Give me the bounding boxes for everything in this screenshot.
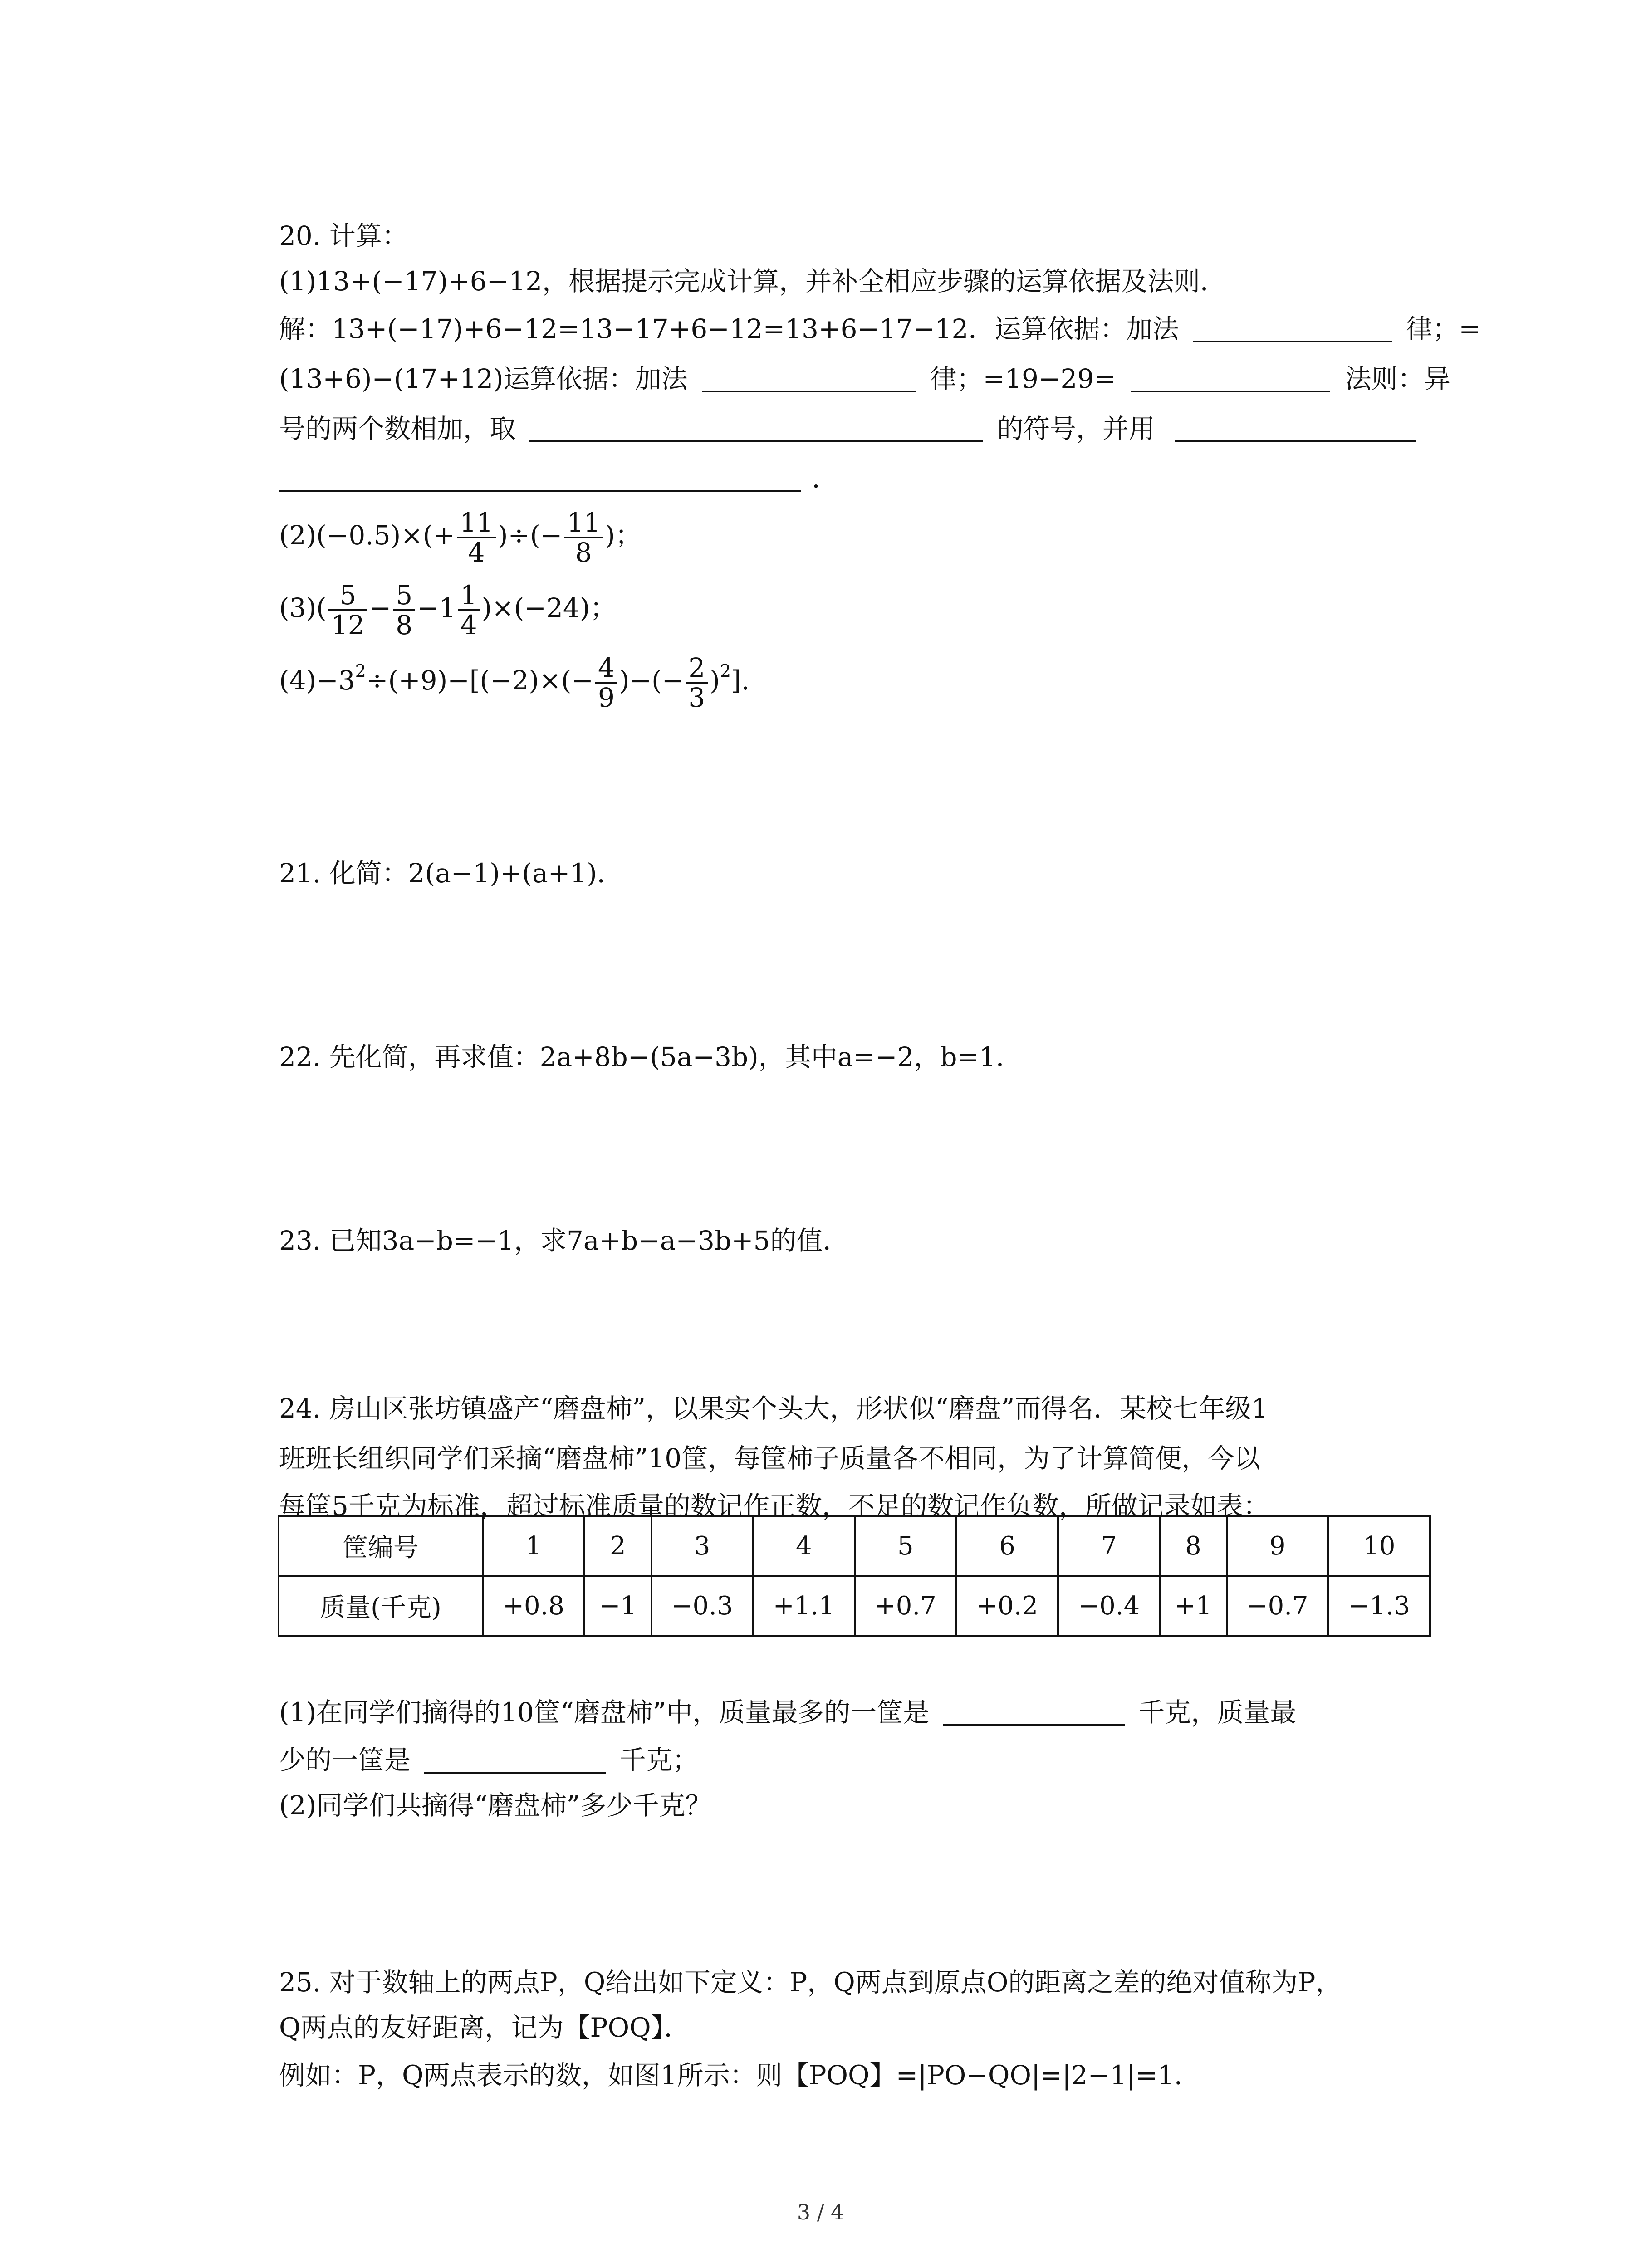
fraction xyxy=(564,508,603,567)
denominator: 9 xyxy=(598,682,615,713)
table-cell: +0.8 xyxy=(483,1576,584,1636)
q20-p3-text: (3)( xyxy=(279,592,327,623)
table-cell: −0.4 xyxy=(1058,1576,1160,1636)
q24-p1-text: (1)在同学们摘得的10筐“磨盘柿”中，质量最多的一筐是 xyxy=(279,1697,930,1728)
q25-line3: 例如：P，Q两点表示的数，如图1所示：则【POQ】=|PO−QO|=|2−1|=1． xyxy=(279,2060,1201,2091)
answer-blank[interactable] xyxy=(1175,413,1416,442)
q24-p1-text: 千克，质量最 xyxy=(1138,1697,1297,1728)
q20-p3-text: −1 xyxy=(417,592,456,623)
q20-solution-line4 xyxy=(279,460,838,497)
exponent: 2 xyxy=(720,661,731,681)
q20-heading: 20. 计算： xyxy=(279,220,408,251)
q22-text: 22. 先化简，再求值：2a+8b−(5a−3b)，其中a=−2，b=1． xyxy=(279,1041,1023,1072)
q25-line2: Q两点的友好距离，记为【POQ】． xyxy=(279,2012,691,2043)
q24-line2: 班班长组织同学们采摘“磨盘柿”10筐，每筐柿子质量各不相同，为了计算简便，今以 xyxy=(279,1443,1261,1474)
answer-blank[interactable] xyxy=(424,1745,606,1774)
table-cell: 4 xyxy=(753,1516,855,1576)
table-row xyxy=(279,1516,1430,1576)
denominator: 4 xyxy=(468,537,485,568)
fraction xyxy=(686,654,708,712)
denominator: 4 xyxy=(460,609,477,640)
q20-sol-a: 解：13+(−17)+6−12=13−17+6−12=13+6−17−12．运算依据：加法 xyxy=(279,313,1179,344)
table-cell: 7 xyxy=(1058,1516,1160,1576)
q20-part2 xyxy=(279,503,642,567)
q20-sol-d: 律；=19−29= xyxy=(930,363,1116,394)
basket-mass-table xyxy=(278,1515,1431,1637)
table-cell: 5 xyxy=(855,1516,956,1576)
q20-part1: (1)13+(−17)+6−12，根据提示完成计算，并补全相应步骤的运算依据及法则． xyxy=(279,266,1227,297)
q24-part2: (2)同学们共摘得“磨盘柿”多少千克？ xyxy=(279,1790,712,1821)
table-cell: 2 xyxy=(584,1516,651,1576)
table-header-cell: 筐编号 xyxy=(279,1516,483,1576)
q20-p3-text: )×(−24)； xyxy=(481,592,617,623)
q20-p2-text: (2)(−0.5)×(+ xyxy=(279,520,456,551)
q20-p4-text: )−(− xyxy=(619,665,684,696)
q20-sol-c: (13+6)−(17+12)运算依据：加法 xyxy=(279,363,688,394)
answer-blank[interactable] xyxy=(1131,363,1330,392)
q20-sol-b: 律；= xyxy=(1406,313,1481,344)
table-row xyxy=(279,1576,1430,1636)
q24-part1-line1 xyxy=(279,1694,1296,1730)
q20-sol-h: ． xyxy=(812,463,838,494)
q20-p4-text: ]. xyxy=(731,665,750,696)
answer-blank[interactable] xyxy=(702,363,916,392)
page-number: 3 / 4 xyxy=(797,2200,844,2224)
denominator: 8 xyxy=(575,537,592,568)
table-cell: +0.7 xyxy=(855,1576,956,1636)
q24-part1-line2 xyxy=(279,1742,699,1778)
denominator: 12 xyxy=(331,609,365,640)
table-cell: −0.7 xyxy=(1227,1576,1328,1636)
q21-text: 21. 化简：2(a−1)+(a+1)． xyxy=(279,858,623,889)
numerator: 2 xyxy=(686,654,708,684)
fraction xyxy=(458,581,480,639)
answer-blank[interactable] xyxy=(529,413,983,442)
numerator: 11 xyxy=(564,508,603,538)
table-cell: +1 xyxy=(1160,1576,1226,1636)
q24-p1-text: 千克； xyxy=(619,1745,699,1775)
fraction xyxy=(457,508,496,567)
table-cell: 6 xyxy=(956,1516,1058,1576)
numerator: 11 xyxy=(457,508,496,538)
numerator: 1 xyxy=(458,581,480,611)
fraction xyxy=(595,654,617,712)
q20-solution-line3 xyxy=(279,411,1416,447)
table-header-cell: 质量(千克) xyxy=(279,1576,483,1636)
q20-sol-g: 的符号，并用 xyxy=(997,413,1155,444)
table-cell: 1 xyxy=(483,1516,584,1576)
fraction xyxy=(328,581,367,639)
table-cell: 3 xyxy=(652,1516,753,1576)
q20-solution-line2 xyxy=(279,361,1450,397)
q24-line3: 每筐5千克为标准，超过标准质量的数记作正数，不足的数记作负数，所做记录如表： xyxy=(279,1491,1269,1521)
table-cell: −1.3 xyxy=(1328,1576,1430,1636)
table-cell: 10 xyxy=(1328,1516,1430,1576)
q20-p2-text: )； xyxy=(605,520,642,551)
table-cell: 8 xyxy=(1160,1516,1226,1576)
q24-line1: 24. 房山区张坊镇盛产“磨盘柿”，以果实个头大，形状似“磨盘”而得名．某校七年级1 xyxy=(279,1393,1269,1424)
exponent: 2 xyxy=(355,661,366,681)
q20-p2-text: )÷(− xyxy=(497,520,563,551)
q20-sol-f: 号的两个数相加，取 xyxy=(279,413,516,444)
table-cell: +1.1 xyxy=(753,1576,855,1636)
q20-sol-e: 法则：异 xyxy=(1345,363,1450,394)
denominator: 3 xyxy=(688,682,705,713)
table-cell: 9 xyxy=(1227,1516,1328,1576)
table-cell: −0.3 xyxy=(652,1576,753,1636)
numerator: 4 xyxy=(595,654,617,684)
denominator: 8 xyxy=(396,609,413,640)
numerator: 5 xyxy=(393,581,415,611)
answer-blank[interactable] xyxy=(943,1697,1125,1726)
q20-solution-line1 xyxy=(279,311,1481,347)
q20-p4-text: ) xyxy=(710,665,720,696)
q25-line1: 25. 对于数轴上的两点P，Q给出如下定义：P，Q两点到原点O的距离之差的绝对值称为P， xyxy=(279,1967,1342,1998)
q24-p1-text: 少的一筐是 xyxy=(279,1745,411,1775)
q20-part4 xyxy=(279,649,749,712)
q20-part3 xyxy=(279,576,616,640)
fraction xyxy=(393,581,415,639)
q20-p4-text: ÷(+9)−[(−2)×(− xyxy=(366,665,593,696)
table-cell: +0.2 xyxy=(956,1576,1058,1636)
answer-blank[interactable] xyxy=(1193,313,1392,342)
q23-text: 23. 已知3a−b=−1，求7a+b−a−3b+5的值． xyxy=(279,1225,849,1256)
q20-p3-text: − xyxy=(369,592,392,623)
answer-blank[interactable] xyxy=(279,463,801,492)
numerator: 5 xyxy=(328,581,367,611)
q20-p4-text: (4)−3 xyxy=(279,665,355,696)
table-cell: −1 xyxy=(584,1576,651,1636)
